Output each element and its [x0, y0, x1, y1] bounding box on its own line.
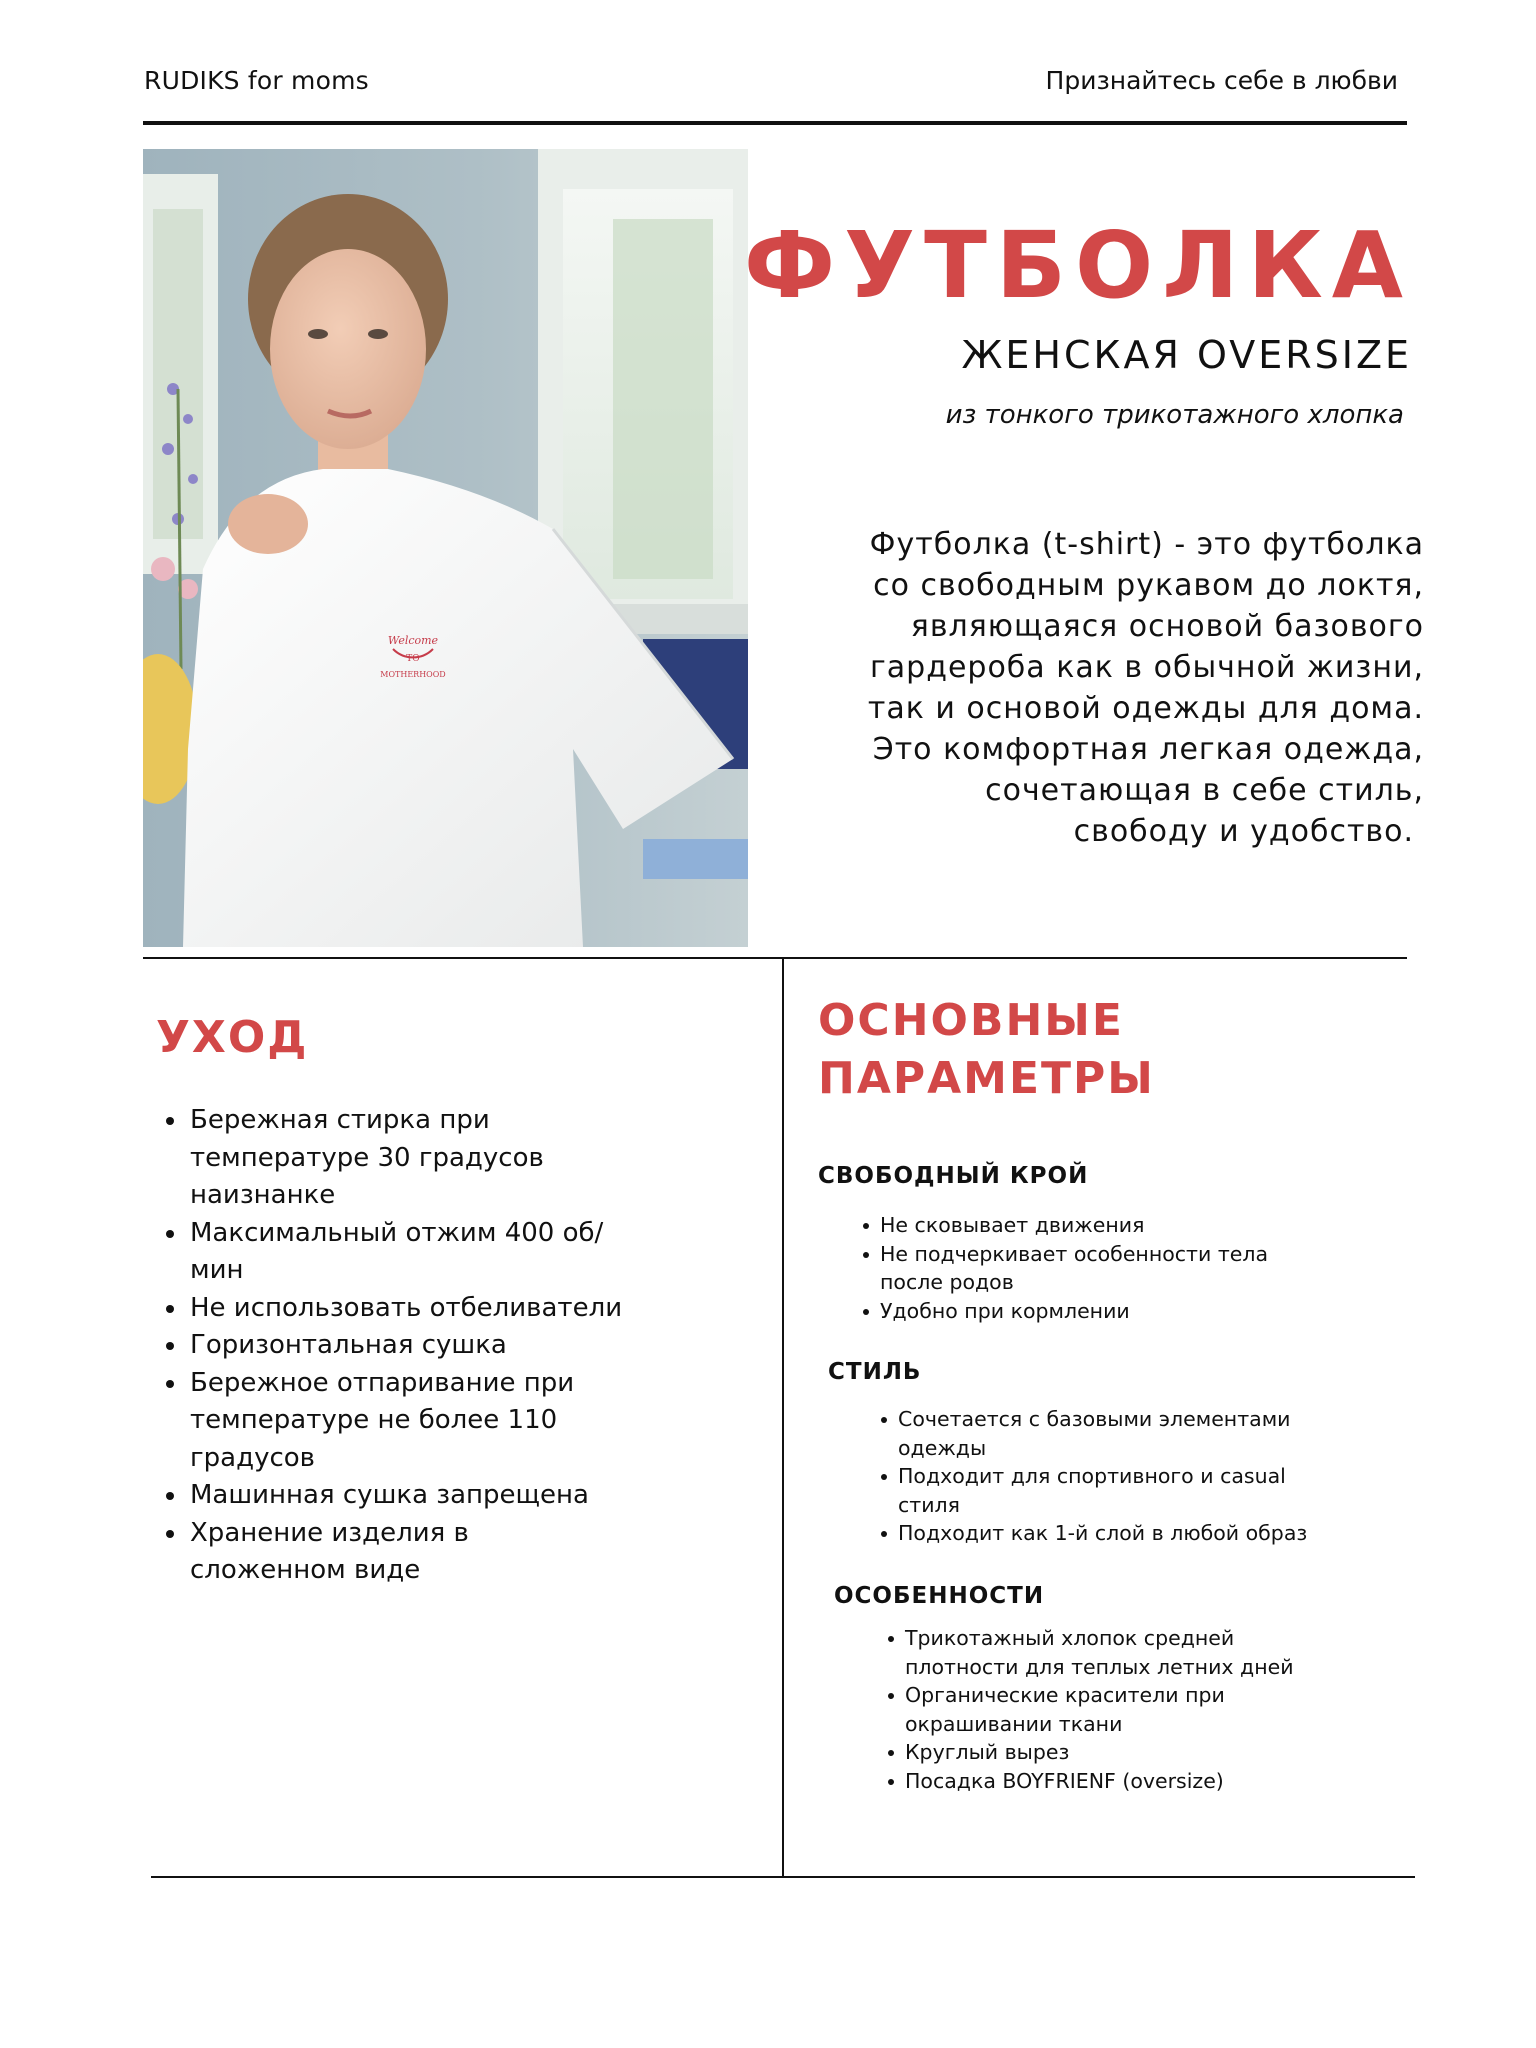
params-heading-line: ОСНОВНЫЕ [818, 995, 1124, 1046]
description-line: являющаяся основой базового [910, 609, 1424, 644]
svg-text:TO: TO [406, 654, 420, 664]
description-line: Футболка (t-shirt) - это футболка [869, 527, 1424, 562]
description-line: сочетающая в себе стиль, [985, 773, 1424, 808]
product-title: ФУТБОЛКА [743, 212, 1412, 319]
care-heading: УХОД [156, 1012, 309, 1063]
fit-list [880, 1211, 1300, 1325]
fit-item: Не подчеркивает особенности тела после родов [880, 1240, 1300, 1297]
care-item: Максимальный отжим 400 об/мин [190, 1215, 630, 1290]
style-item: Подходит как 1-й слой в любой образ [898, 1519, 1328, 1548]
care-list [190, 1102, 630, 1590]
feature-item: Посадка BOYFRIENF (oversize) [905, 1767, 1325, 1796]
care-item: Бережная стирка при температуре 30 градусов наизнанке [190, 1102, 630, 1215]
care-item: Не использовать отбеливатели [190, 1290, 630, 1328]
section-title-features: ОСОБЕННОСТИ [834, 1583, 1045, 1609]
style-item: Подходит для спортивного и casual стиля [898, 1462, 1328, 1519]
care-item: Бережное отпаривание при температуре не более 110 градусов [190, 1365, 630, 1478]
fit-item: Не сковывает движения [880, 1211, 1300, 1240]
section-title-style: СТИЛЬ [828, 1359, 922, 1385]
product-photo [143, 149, 748, 947]
description-line: свободу и удобство. [1073, 814, 1414, 849]
bottom-divider [151, 1876, 1415, 1878]
feature-item: Круглый вырез [905, 1738, 1325, 1767]
description-line: со свободным рукавом до локтя, [873, 568, 1424, 603]
product-description [804, 524, 1424, 852]
product-subtitle: ЖЕНСКАЯ OVERSIZE [961, 333, 1412, 377]
svg-text:MOTHERHOOD: MOTHERHOOD [380, 670, 446, 679]
product-material: из тонкого трикотажного хлопка [945, 400, 1404, 430]
feature-item: Органические красители при окрашивании ткани [905, 1681, 1325, 1738]
brand-name: RUDIKS for moms [144, 66, 369, 95]
description-line: так и основой одежды для дома. [867, 691, 1424, 726]
description-line: Это комфортная легкая одежда, [872, 732, 1424, 767]
feature-item: Трикотажный хлопок средней плотности для теплых летних дней [905, 1624, 1325, 1681]
care-item: Горизонтальная сушка [190, 1327, 630, 1365]
top-divider [143, 121, 1407, 125]
fit-item: Удобно при кормлении [880, 1297, 1300, 1326]
care-item: Машинная сушка запрещена [190, 1477, 630, 1515]
svg-text:Welcome: Welcome [387, 634, 439, 647]
features-list [905, 1624, 1325, 1795]
params-heading [818, 992, 1155, 1108]
description-line: гардероба как в обычной жизни, [870, 650, 1424, 685]
params-heading-line: ПАРАМЕТРЫ [818, 1053, 1155, 1104]
style-item: Сочетается с базовыми элементами одежды [898, 1405, 1328, 1462]
tagline: Признайтесь себе в любви [1045, 66, 1398, 95]
care-item: Хранение изделия в сложенном виде [190, 1515, 630, 1590]
middle-divider [143, 957, 1407, 959]
vertical-divider [782, 957, 784, 1878]
style-list [898, 1405, 1328, 1548]
section-title-fit: СВОБОДНЫЙ КРОЙ [818, 1163, 1089, 1189]
